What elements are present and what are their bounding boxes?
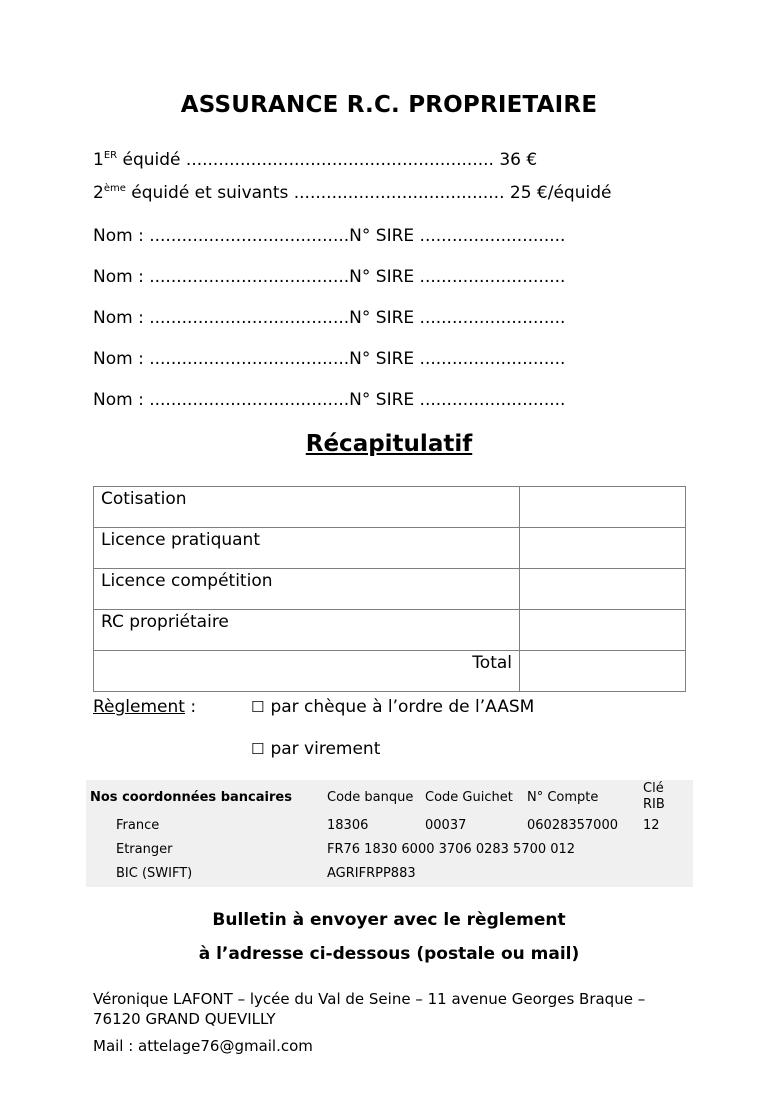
bank-heading: Nos coordonnées bancaires <box>90 790 292 805</box>
table-row <box>94 528 686 569</box>
checkbox-icon[interactable]: ☐ <box>251 698 265 716</box>
payment-label-wrapper <box>93 697 196 717</box>
first-horse-price-line <box>93 150 537 170</box>
recap-value-cell[interactable] <box>520 569 686 610</box>
recap-total-label: Total <box>94 651 520 692</box>
horse-name-sire-line[interactable]: Nom : .....................................N° SIRE ........................... <box>93 308 566 328</box>
recap-label-rc-proprietaire: RC propriétaire <box>94 610 520 651</box>
recap-heading: Récapitulatif <box>305 431 473 457</box>
recap-total-value-cell[interactable] <box>520 651 686 692</box>
first-horse-number: 1 <box>93 150 104 170</box>
recap-label-cotisation: Cotisation <box>94 487 520 528</box>
bank-col-compte: N° Compte <box>527 790 599 805</box>
second-horse-superscript: ème <box>103 183 126 194</box>
payment-option-virement[interactable] <box>251 739 380 759</box>
table-row <box>94 569 686 610</box>
send-instructions-line2: à l’adresse ci-dessous (postale ou mail) <box>198 944 580 964</box>
bank-details-box <box>86 780 693 887</box>
postal-address-line1: Véronique LAFONT – lycée du Val de Seine – 11 avenue Georges Braque – <box>93 990 646 1008</box>
bank-bic-label: BIC (SWIFT) <box>116 866 193 881</box>
bank-france-compte: 06028357000 <box>527 818 618 833</box>
bank-france-code-banque: 18306 <box>327 818 369 833</box>
payment-option-virement-label: par virement <box>270 739 381 759</box>
bank-etranger-label: Etranger <box>116 842 173 857</box>
payment-option-cheque-label: par chèque à l’ordre de l’AASM <box>270 697 535 717</box>
bank-col-cle: Clé <box>643 781 664 796</box>
bank-france-cle: 12 <box>643 818 660 833</box>
payment-label-colon: : <box>184 697 197 717</box>
recap-value-cell[interactable] <box>520 610 686 651</box>
table-row <box>94 651 686 692</box>
recap-table <box>93 486 686 692</box>
bank-bic-value: AGRIFRPP883 <box>327 866 416 881</box>
bank-etranger-iban: FR76 1830 6000 3706 0283 5700 012 <box>327 842 576 857</box>
recap-label-licence-pratiquant: Licence pratiquant <box>94 528 520 569</box>
send-instructions-line1: Bulletin à envoyer avec le règlement <box>212 910 566 930</box>
bank-col-rib: RIB <box>643 797 665 812</box>
horse-name-sire-line[interactable]: Nom : .....................................N° SIRE ........................... <box>93 390 566 410</box>
second-horse-price: équidé et suivants ....................................... 25 €/équidé <box>125 183 612 203</box>
table-row <box>94 610 686 651</box>
recap-value-cell[interactable] <box>520 487 686 528</box>
horse-name-sire-line[interactable]: Nom : .....................................N° SIRE ........................... <box>93 226 566 246</box>
recap-value-cell[interactable] <box>520 528 686 569</box>
additional-horse-price-line <box>93 183 611 203</box>
bank-france-code-guichet: 00037 <box>425 818 467 833</box>
postal-address-line2: 76120 GRAND QUEVILLY <box>93 1010 276 1028</box>
payment-label: Règlement <box>93 697 185 717</box>
recap-label-licence-competition: Licence compétition <box>94 569 520 610</box>
checkbox-icon[interactable]: ☐ <box>251 740 265 758</box>
page-title: ASSURANCE R.C. PROPRIETAIRE <box>180 92 598 118</box>
bank-france-label: France <box>116 818 160 833</box>
bank-col-code-guichet: Code Guichet <box>425 790 513 805</box>
bank-col-code-banque: Code banque <box>327 790 414 805</box>
horse-name-sire-line[interactable]: Nom : .....................................N° SIRE ........................... <box>93 267 566 287</box>
second-horse-number: 2 <box>93 183 104 203</box>
horse-name-sire-line[interactable]: Nom : .....................................N° SIRE ........................... <box>93 349 566 369</box>
first-horse-price: équidé ......................................................... 36 € <box>117 150 538 170</box>
table-row <box>94 487 686 528</box>
contact-email[interactable]: Mail : attelage76@gmail.com <box>93 1037 313 1055</box>
first-horse-superscript: ER <box>103 150 118 161</box>
payment-option-cheque[interactable] <box>251 697 534 717</box>
